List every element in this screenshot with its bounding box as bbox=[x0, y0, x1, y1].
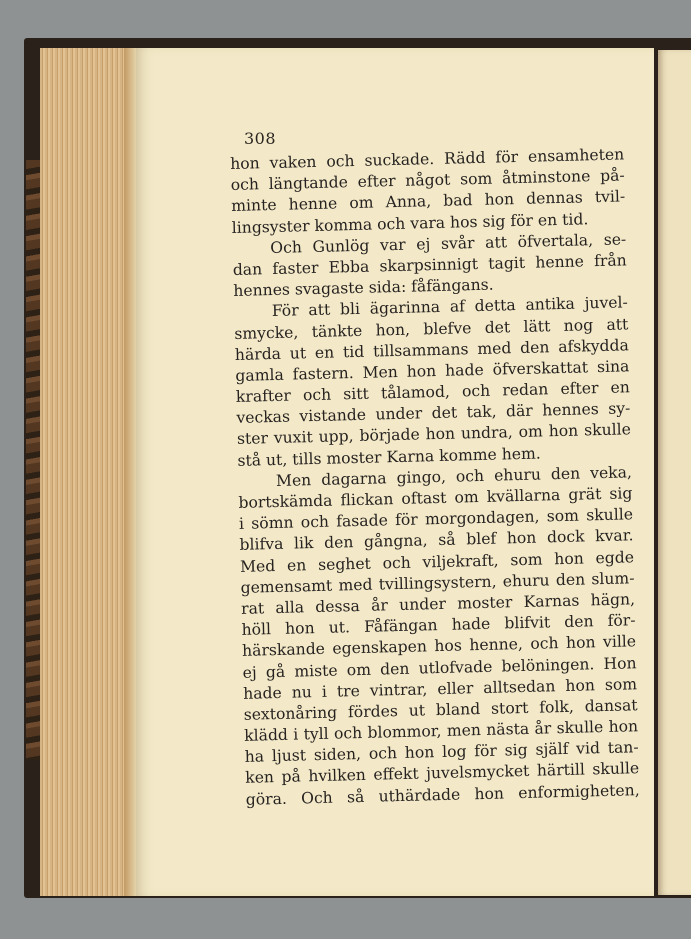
text-line: ken på hvilken effekt juvelsmycket härtill skulle bbox=[245, 759, 640, 788]
text-line: smycke, tänkte hon, blefve det lätt nog att bbox=[234, 314, 629, 343]
text-line: rat alla dessa år under moster Karnas hägn, bbox=[240, 590, 636, 618]
body-text bbox=[230, 144, 640, 810]
text-line: härskande egenskapen hos henne, och hon ville bbox=[241, 632, 637, 661]
text-line: Med en seghet och viljekraft, som hon egde bbox=[239, 547, 635, 576]
page-edges bbox=[40, 48, 136, 896]
text-line: hennes svagaste sida: fåfängans. bbox=[233, 275, 494, 301]
text-line: minte henne om Anna, bad hon dennas tvil- bbox=[231, 187, 626, 216]
text-line: blifva lik den gångna, så blef hon dock kvar. bbox=[239, 526, 634, 555]
text-line: göra. Och så uthärdade hon enformigheten, bbox=[245, 780, 640, 809]
text-line: ej gå miste om den utlofvade belöningen. Hon bbox=[242, 653, 637, 682]
text-line: och längtande efter något som åtminstone på- bbox=[230, 166, 625, 195]
text-line: dan faster Ebba skarpsinnigt tagit henne från bbox=[232, 251, 627, 279]
text-line: lingsyster komma och vara hos sig för en tid. bbox=[231, 209, 589, 237]
text-line: hon vaken och suckade. Rädd för ensamheten bbox=[230, 145, 625, 173]
facing-page-edge bbox=[658, 50, 691, 895]
text-line: Men dagarna gingo, och ehuru den veka, bbox=[275, 463, 633, 490]
text-line: gemensamt med tvillingsystern, ehuru den slum- bbox=[240, 568, 635, 597]
text-line: höll hon ut. Fåfängan hade blifvit den för- bbox=[241, 611, 636, 639]
text-line: sextonåring fördes ut bland stort folk, dansat bbox=[243, 696, 638, 724]
text-line: För att bli ägarinna af detta antika juvel- bbox=[271, 293, 628, 321]
text-line: gamla fastern. Men hon hade öfverskattat sina bbox=[235, 357, 630, 385]
text-line: hade nu i tre vintrar, eller alltsedan hon som bbox=[242, 674, 638, 703]
text-line: krafter och sitt tålamod, och redan efter en bbox=[235, 378, 631, 406]
text-line: klädd i tyll och blommor, men nästa år skulle hon bbox=[244, 717, 639, 745]
text-line: Och Gunlög var ej svår att öfvertala, se- bbox=[270, 230, 627, 257]
text-line: ster vuxit upp, började hon undra, om hon skulle bbox=[236, 420, 632, 449]
marbled-edge bbox=[26, 160, 40, 760]
page-number: 308 bbox=[244, 129, 277, 148]
text-line: i sömn och fasade för morgondagen, som skulle bbox=[238, 505, 634, 534]
text-line: härda ut en tid tillsammans med den afskydda bbox=[234, 336, 630, 364]
text-line: veckas vistande under det tak, där hennes sy- bbox=[236, 399, 631, 428]
text-line: bortskämda flickan oftast om kvällarna grät sig bbox=[238, 484, 633, 512]
text-line: stå ut, tills moster Karna komme hem. bbox=[237, 444, 541, 470]
text-line: ha ljust siden, och hon log för sig själf vid tan- bbox=[244, 738, 639, 767]
